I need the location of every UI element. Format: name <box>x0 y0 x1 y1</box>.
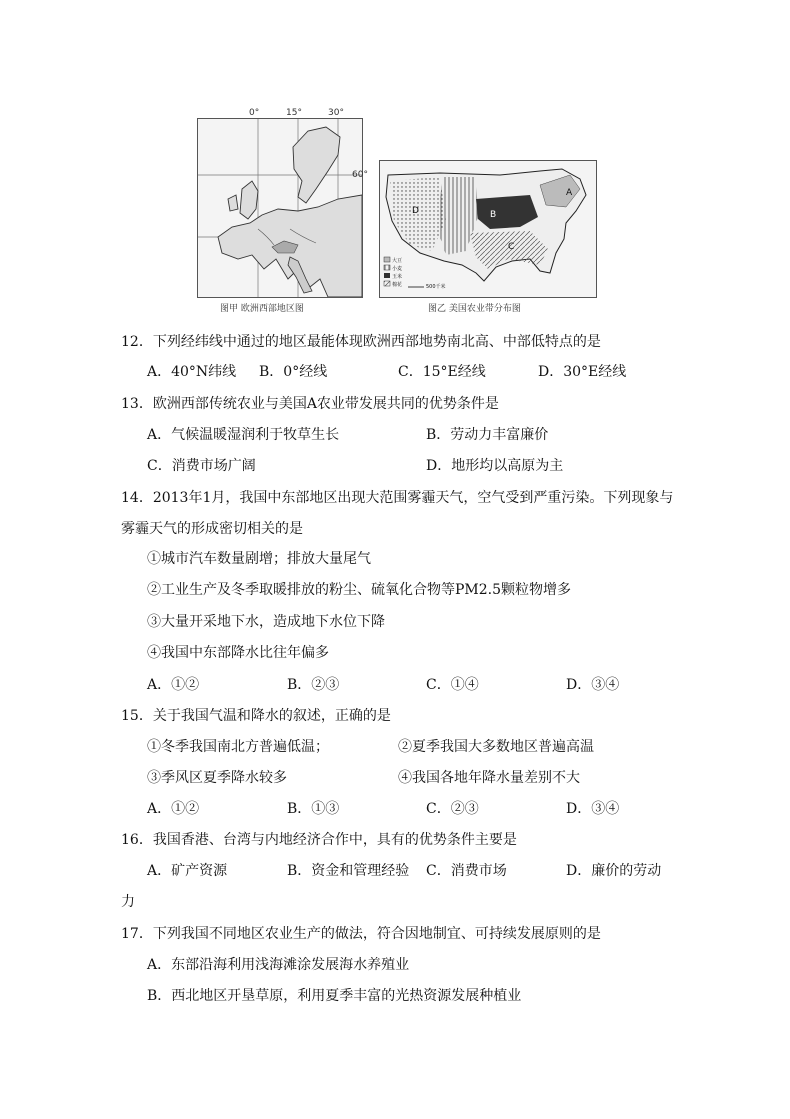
legend-soybean: 大豆 <box>392 258 403 264</box>
region-label-b: B <box>490 210 497 220</box>
q16-option-d-wrap: 力 <box>121 894 135 910</box>
q16-option-a: A．矿产资源 <box>147 863 228 879</box>
q12-option-d: D．30°E经线 <box>538 364 627 380</box>
q14-option-d: D．③④ <box>566 677 620 693</box>
q12-option-a: A．40°N纬线 <box>147 364 237 380</box>
q14-option-c: C．①④ <box>426 677 479 693</box>
q15-item-2: ②夏季我国大多数地区普遍高温 <box>398 739 594 755</box>
q15-stem: 15．关于我国气温和降水的叙述，正确的是 <box>121 708 391 724</box>
q14-item-4: ④我国中东部降水比往年偏多 <box>147 645 329 661</box>
q12-option-b: B．0°经线 <box>259 364 328 380</box>
q14-item-2: ②工业生产及冬季取暖排放的粉尘、硫氧化合物等PM2.5颗粒物增多 <box>147 582 572 598</box>
europe-map-caption: 图甲 欧洲西部地区图 <box>220 304 304 314</box>
q16-stem: 16．我国香港、台湾与内地经济合作中，具有的优势条件主要是 <box>121 832 517 848</box>
lon-label-15: 15° <box>286 108 302 118</box>
us-agri-map-caption: 图乙 美国农业带分布图 <box>428 304 521 314</box>
lon-label-0: 0° <box>249 108 260 118</box>
q15-item-3: ③季风区夏季降水较多 <box>147 770 287 786</box>
q15-item-4: ④我国各地年降水量差别不大 <box>398 770 580 786</box>
q16-option-d: D．廉价的劳动 <box>566 863 662 879</box>
q16-option-b: B．资金和管理经验 <box>287 863 410 879</box>
scale-bar-label: 500千米 <box>426 284 446 290</box>
europe-map <box>197 118 363 298</box>
q17-option-a: A．东部沿海利用浅海滩涂发展海水养殖业 <box>147 957 410 973</box>
q17-option-b: B．西北地区开垦草原，利用夏季丰富的光热资源发展种植业 <box>147 988 522 1004</box>
q14-option-a: A．①② <box>147 677 200 693</box>
region-label-d: D <box>412 206 419 216</box>
figure-area <box>0 0 790 330</box>
q15-option-c: C．②③ <box>426 801 479 817</box>
q13-option-d: D．地形均以高原为主 <box>426 458 564 474</box>
q14-item-1: ①城市汽车数量剧增；排放大量尾气 <box>147 551 371 567</box>
us-agri-map <box>379 160 597 298</box>
q15-option-b: B．①③ <box>287 801 340 817</box>
lon-label-30: 30° <box>328 108 344 118</box>
region-label-c: C <box>508 242 515 252</box>
q13-option-a: A．气候温暖湿润利于牧草生长 <box>147 427 340 443</box>
q12-option-c: C．15°E经线 <box>398 364 486 380</box>
q15-option-d: D．③④ <box>566 801 620 817</box>
q14-stem-line1: 14．2013年1月，我国中东部地区出现大范围雾霾天气，空气受到严重污染。下列现象与 <box>121 490 674 506</box>
lat-label-60: 60° <box>352 170 368 180</box>
us-agri-map-drawing <box>380 161 596 297</box>
q16-option-c: C．消费市场 <box>426 863 507 879</box>
q15-option-a: A．①② <box>147 801 200 817</box>
europe-map-drawing <box>198 119 362 297</box>
region-label-a: A <box>566 188 573 198</box>
q13-option-b: B．劳动力丰富廉价 <box>426 427 549 443</box>
legend-corn: 玉米 <box>392 274 403 280</box>
q15-item-1: ①冬季我国南北方普遍低温； <box>147 739 329 755</box>
q13-stem: 13．欧洲西部传统农业与美国A农业带发展共同的优势条件是 <box>121 396 499 412</box>
q14-item-3: ③大量开采地下水，造成地下水位下降 <box>147 614 385 630</box>
legend-cotton: 棉花 <box>392 282 403 288</box>
q12-stem: 12．下列经纬线中通过的地区最能体现欧洲西部地势南北高、中部低特点的是 <box>121 334 601 350</box>
q13-option-c: C．消费市场广阔 <box>147 458 256 474</box>
q17-stem: 17．下列我国不同地区农业生产的做法，符合因地制宜、可持续发展原则的是 <box>121 926 601 942</box>
q14-option-b: B．②③ <box>287 677 340 693</box>
q14-stem-line2: 雾霾天气的形成密切相关的是 <box>121 521 303 537</box>
legend-wheat: 小麦 <box>392 266 403 272</box>
